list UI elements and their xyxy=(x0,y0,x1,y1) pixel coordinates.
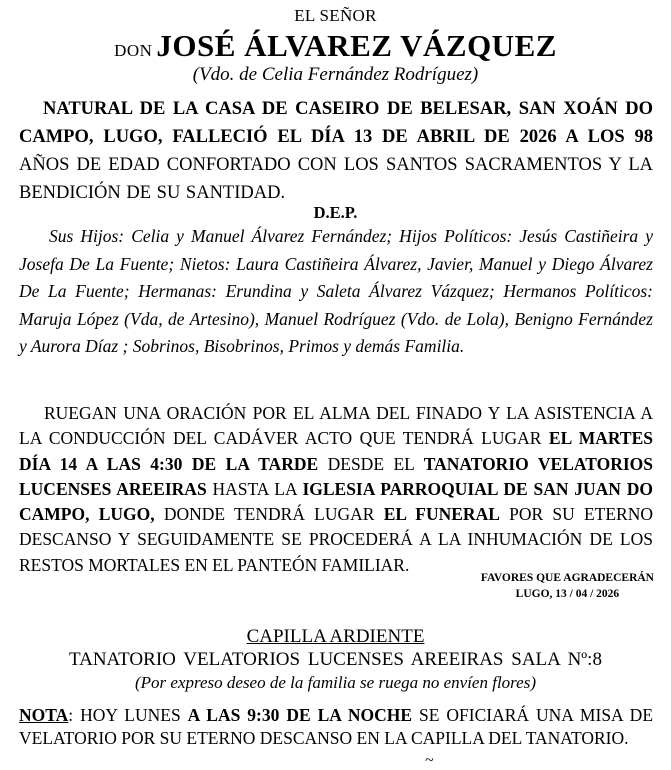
dep-heading: D.E.P. xyxy=(313,203,358,222)
nota-time: A LAS 9:30 DE LA NOCHE xyxy=(187,705,413,725)
tanatorio-name: TANATORIO VELATORIOS LUCENSES AREEIRAS SALA Nº: xyxy=(69,649,593,670)
don-prefix: DON xyxy=(114,41,153,60)
no-flowers-note: (Por expreso deseo de la familia se ruega no envíen flores) xyxy=(135,673,536,692)
capilla-ardiente-title: CAPILLA ARDIENTE xyxy=(246,626,425,647)
prayer-text-5: POR SU ETERNO DESCANSO Y SEGUIDAMENTE SE PROCEDERÁ A LA INHUMACIÓN DE LOS RESTOS MORTALES EN EL PANTEÓN FAMILIAR. xyxy=(19,504,653,575)
prayer-text-2: DESDE EL xyxy=(318,453,424,474)
tanatorio-sala xyxy=(0,649,671,671)
deceased-name: JOSÉ ÁLVAREZ VÁZQUEZ xyxy=(156,28,557,63)
nota-text-2: SE OFICIARÁ UNA MISA DE VELATORIO POR SU ETERNO DESCANSO EN LA CAPILLA DEL TANATORIO. xyxy=(19,705,654,748)
family-list: Sus Hijos: Celia y Manuel Álvarez Fernández; Hijos Políticos: Jesús Castiñeira y Josefa De La Fuente; Nietos: Laura Castiñeira Álvarez, Javier, Manuel y Diego Álvarez De La Fuente; Hermanas: Erundina y Saleta Álvarez Vázquez; Hermanos Políticos: Maruja López (Vda, de Artesino), Manuel Rodríguez (Vdo. de Lola), Benigno Fernández y Aurora Díaz ; Sobrinos, Bisobrinos, Primos y demás Familia. xyxy=(19,226,653,356)
title-el-senor: EL SEÑOR xyxy=(294,6,377,25)
nota-text-1: : HOY LUNES xyxy=(68,705,188,725)
prayer-text-3: HASTA LA xyxy=(206,478,303,499)
death-notice-bold: NATURAL DE LA CASA DE CASEIRO DE BELESAR, SAN XOÁN DO CAMPO, LUGO, FALLECIÓ EL DÍA 13 DE ABRIL DE 2026 A LOS 98 xyxy=(19,99,653,147)
prayer-funeral: EL FUNERAL xyxy=(383,504,500,525)
sala-number: 8 xyxy=(592,649,602,670)
prayer-paragraph xyxy=(19,401,653,578)
footer-mark: ~ xyxy=(425,752,434,769)
thanks-line: FAVORES QUE AGRADECERÁN xyxy=(480,572,654,584)
widow-of: (Vdo. de Celia Fernández Rodríguez) xyxy=(192,64,479,85)
prayer-church: IGLESIA PARROQUIAL DE SAN JUAN DO CAMPO, LUGO, xyxy=(19,478,653,525)
death-notice-rest: AÑOS DE EDAD CONFORTADO CON LOS SANTOS SACRAMENTOS Y LA BENDICIÓN DE SU SANTIDAD. xyxy=(19,155,653,203)
place-date: LUGO, 13 / 04 / 2026 xyxy=(515,588,620,600)
prayer-text-4: DONDE TENDRÁ LUGAR xyxy=(154,504,384,525)
prayer-tanatorio: TANATORIO VELATORIOS LUCENSES AREEIRAS xyxy=(19,453,653,499)
prayer-date-time: EL MARTES DÍA 14 A LAS 4:30 DE LA TARDE xyxy=(19,428,653,474)
nota-label: NOTA xyxy=(19,705,69,725)
death-notice-paragraph xyxy=(19,95,653,207)
thanks-block xyxy=(481,570,654,602)
prayer-text-1: RUEGAN UNA ORACIÓN POR EL ALMA DEL FINADO Y LA ASISTENCIA A LA CONDUCCIÓN DEL CADÁVER ACTO QUE TENDRÁ LUGAR xyxy=(19,403,653,449)
nota-paragraph xyxy=(19,704,653,750)
